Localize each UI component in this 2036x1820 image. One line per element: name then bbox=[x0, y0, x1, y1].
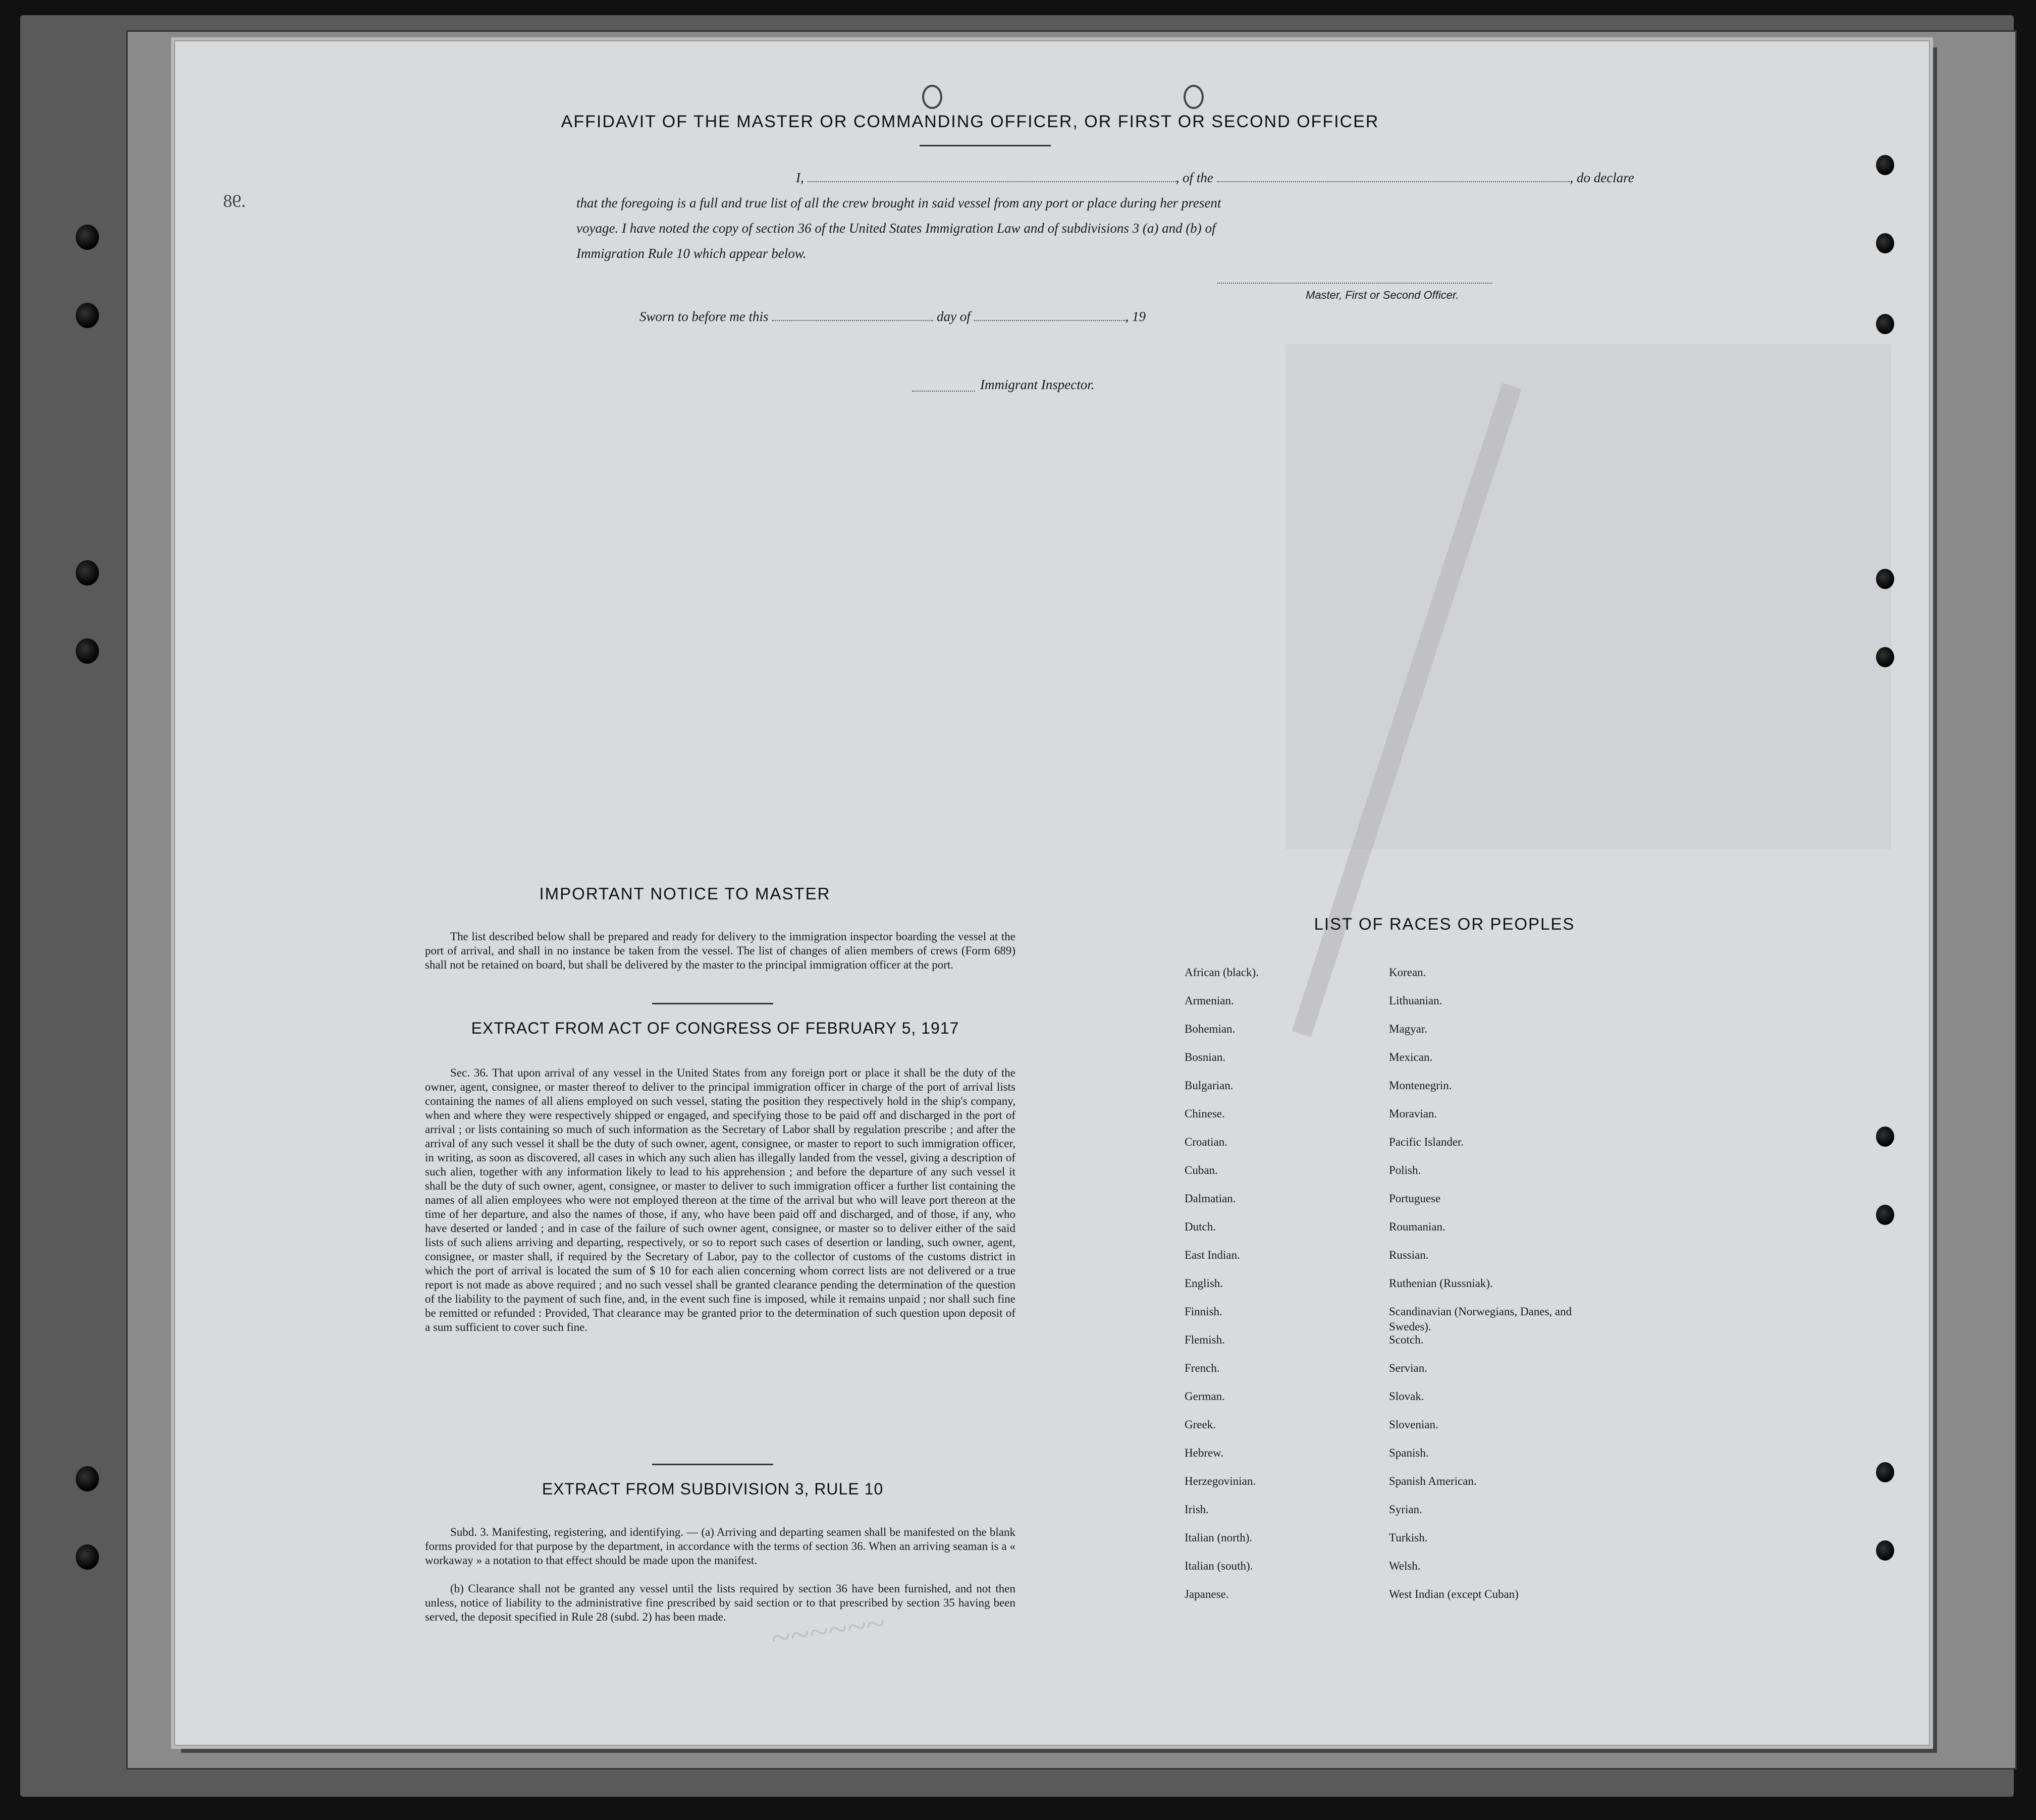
race-item: Magyar. bbox=[1389, 1023, 1428, 1035]
act-text: Sec. 36. That upon arrival of any vessel in the United States from any foreign port or place it shall be the duty of the owner, agent, consignee, or master thereof to deliver to the principal immigration officer in charge of the port of arrival lists containing the names of all aliens employed on such vessel, stating the position they respectively hold in the ship's company, when and where they were respectively shipped or engaged, and specifying those to be paid off and discharged in the port of arrival ; or lists containing so much of such information as the Secretary of Labor shall by regulation prescribe ; and after the arrival of any such vessel it shall be the duty of such owner, agent, consignee, or master to report to such immigration officer, in writing, as soon as discovered, all cases in which any such alien has illegally landed from the vessel, giving a description of such alien, together with any information likely to lead to his apprehension ; and before the departure of any such vessel it shall be the duty of such owner, agent, consignee, or master to deliver to such immigration officer a further list containing the names of all alien employees who were not employed thereon at the time of the arrival but who will leave port thereon at the time of her departure, and also the names of those, if any, who have been paid off and discharged, and of those, if any, who have deserted or landed ; and in case of the failure of such owner agent, consignee, or master so to deliver either of the said lists of such aliens arriving and departing, respectively, or so to report such cases of desertion or landing, such owner, agent, consignee, or master shall, if required by the Secretary of Labor, pay to the collector of customs of the customs district in which the port of arrival is located the sum of $ 10 for each alien concerning whom correct lists are not delivered or a true report is not made as above required ; and no such vessel shall be granted clearance pending the determination of the question of the liability to the payment of such fine, and, in the event such fine is imposed, while it remains unpaid ; nor shall such fine be remitted or refunded : Provided, That clearance may be granted prior to the determination of such question upon deposit of a sum sufficient to cover such fine. bbox=[425, 1066, 1015, 1333]
race-item: Flemish. bbox=[1185, 1333, 1225, 1346]
sworn-label: Sworn to before me this bbox=[639, 309, 769, 324]
race-item: African (black). bbox=[1185, 966, 1259, 979]
race-item: Finnish. bbox=[1185, 1305, 1222, 1318]
race-item: English. bbox=[1185, 1277, 1223, 1290]
affidavit-line-1 bbox=[796, 170, 1720, 186]
race-item: Spanish. bbox=[1389, 1447, 1429, 1459]
binder-hole bbox=[1876, 1462, 1894, 1482]
binder-hole bbox=[1876, 233, 1894, 253]
race-item: Montenegrin. bbox=[1389, 1079, 1452, 1092]
race-item: Spanish American. bbox=[1389, 1475, 1477, 1487]
race-item: Italian (north). bbox=[1185, 1531, 1253, 1544]
name-blank bbox=[808, 181, 1176, 182]
race-item: Armenian. bbox=[1185, 994, 1234, 1007]
race-item: East Indian. bbox=[1185, 1249, 1240, 1261]
inspector-line bbox=[912, 391, 975, 392]
notice-text: The list described below shall be prepared and ready for delivery to the immigration inspector boarding the vessel at the port of arrival, and shall in no instance be taken from the vessel. The list of changes of alien members of crews (Form 689) shall not be retained on board, but shall be delivered by the master to the principal immigration officer at the port. bbox=[425, 930, 1015, 971]
day-of-label: day of bbox=[937, 309, 971, 324]
notice-title: IMPORTANT NOTICE TO MASTER bbox=[539, 884, 831, 903]
binder-hole bbox=[1876, 569, 1894, 589]
binder-ring bbox=[922, 85, 942, 109]
rule-text-a: Subd. 3. Manifesting, registering, and identifying. — (a) Arriving and departing seamen shall be manifested on the blank forms provided for that purpose by the department, in accordance with the terms of section 36. When an arriving seaman is a « workaway » a notation to that effect should be made upon the manifest. bbox=[425, 1526, 1015, 1567]
race-item: Dalmatian. bbox=[1185, 1192, 1236, 1205]
affidavit-title: AFFIDAVIT OF THE MASTER OR COMMANDING OFFICER, OR FIRST OR SECOND OFFICER bbox=[561, 112, 1379, 131]
race-item: Croatian. bbox=[1185, 1136, 1227, 1148]
affidavit-line-2: that the foregoing is a full and true list of all the crew brought in said vessel from any port or place during her present bbox=[576, 195, 1221, 210]
binder-hole bbox=[76, 560, 99, 585]
inspector-caption: Immigrant Inspector. bbox=[980, 377, 1095, 392]
races-right-column bbox=[1389, 965, 1581, 1615]
race-item: Syrian. bbox=[1389, 1503, 1422, 1516]
affidavit-i: I, bbox=[796, 170, 804, 185]
race-item: Roumanian. bbox=[1389, 1220, 1445, 1233]
race-item: Slovenian. bbox=[1389, 1418, 1438, 1431]
affidavit-line-3: voyage. I have noted the copy of section 36 of the United States Immigration Law and of subdivisions 3 (a) and (b) of bbox=[576, 221, 1216, 236]
affidavit-declare: , do declare bbox=[1570, 170, 1634, 185]
race-item: Welsh. bbox=[1389, 1560, 1421, 1572]
race-item: Bohemian. bbox=[1185, 1023, 1236, 1035]
race-item: Polish. bbox=[1389, 1164, 1421, 1176]
vessel-blank bbox=[1217, 181, 1570, 182]
act-title: EXTRACT FROM ACT OF CONGRESS OF FEBRUARY 5, 1917 bbox=[471, 1019, 959, 1037]
race-item: Irish. bbox=[1185, 1503, 1209, 1516]
divider bbox=[652, 1003, 773, 1004]
race-item: Slovak. bbox=[1389, 1390, 1424, 1403]
race-item: Russian. bbox=[1389, 1249, 1429, 1261]
affidavit-line-4: Immigration Rule 10 which appear below. bbox=[576, 246, 807, 261]
margin-mark: .98 bbox=[223, 191, 246, 211]
race-item: German. bbox=[1185, 1390, 1225, 1403]
affidavit-of-the: , of the bbox=[1175, 170, 1213, 185]
binder-hole bbox=[76, 225, 99, 250]
binder-hole bbox=[1876, 155, 1894, 175]
sworn-line bbox=[639, 309, 1146, 325]
race-item: Bosnian. bbox=[1185, 1051, 1226, 1063]
race-item: Dutch. bbox=[1185, 1220, 1216, 1233]
race-item: Mexican. bbox=[1389, 1051, 1433, 1063]
binder-hole bbox=[1876, 647, 1894, 667]
race-item: Scotch. bbox=[1389, 1333, 1424, 1346]
race-item: Herzegovinian. bbox=[1185, 1475, 1256, 1487]
race-item: Bulgarian. bbox=[1185, 1079, 1234, 1092]
binder-hole bbox=[1876, 1540, 1894, 1561]
race-item: West Indian (except Cuban) bbox=[1389, 1588, 1519, 1600]
day-blank bbox=[772, 320, 933, 321]
year-label: , 19 bbox=[1125, 309, 1146, 324]
binder-hole bbox=[76, 303, 99, 328]
race-item: Greek. bbox=[1185, 1418, 1216, 1431]
race-item: Servian. bbox=[1389, 1362, 1428, 1374]
divider bbox=[920, 145, 1051, 146]
race-item: Portuguese bbox=[1389, 1192, 1441, 1205]
signature-line bbox=[1217, 283, 1492, 284]
race-item: Turkish. bbox=[1389, 1531, 1428, 1544]
race-item: Moravian. bbox=[1389, 1107, 1437, 1120]
race-item: Hebrew. bbox=[1185, 1447, 1224, 1459]
manifest-page bbox=[174, 40, 1930, 1746]
races-left-column bbox=[1185, 965, 1376, 1615]
binder-hole bbox=[76, 638, 99, 664]
race-item: Italian (south). bbox=[1185, 1560, 1253, 1572]
binder-ring bbox=[1184, 85, 1204, 109]
race-item: Cuban. bbox=[1185, 1164, 1218, 1176]
race-item: Lithuanian. bbox=[1389, 994, 1442, 1007]
binder-hole bbox=[1876, 314, 1894, 334]
faint-handwriting: ~~~~~~ bbox=[768, 1603, 888, 1658]
rule-title: EXTRACT FROM SUBDIVISION 3, RULE 10 bbox=[542, 1480, 884, 1498]
race-item: Scandinavian (Norwegians, Danes, and Swedes). bbox=[1389, 1305, 1572, 1333]
race-item: French. bbox=[1185, 1362, 1220, 1374]
binder-hole bbox=[1876, 1205, 1894, 1225]
race-item: Chinese. bbox=[1185, 1107, 1225, 1120]
binder-hole bbox=[76, 1544, 99, 1570]
signature-caption: Master, First or Second Officer. bbox=[1306, 289, 1459, 301]
races-title: LIST OF RACES OR PEOPLES bbox=[1314, 915, 1575, 933]
month-blank bbox=[974, 320, 1126, 321]
race-item: Ruthenian (Russniak). bbox=[1389, 1277, 1493, 1290]
race-item: Japanese. bbox=[1185, 1588, 1229, 1600]
divider bbox=[652, 1464, 773, 1465]
race-item: Pacific Islander. bbox=[1389, 1136, 1464, 1148]
binder-hole bbox=[76, 1466, 99, 1491]
race-item: Korean. bbox=[1389, 966, 1426, 979]
binder-hole bbox=[1876, 1127, 1894, 1147]
rule-text-b: (b) Clearance shall not be granted any vessel until the lists required by section 36 have been furnished, and not then unless, notice of liability to the administrative fine prescribed by said section or to that prescribed by section 35 having been served, the deposit specified in Rule 28 (subd. 2) has been made. bbox=[425, 1582, 1015, 1623]
